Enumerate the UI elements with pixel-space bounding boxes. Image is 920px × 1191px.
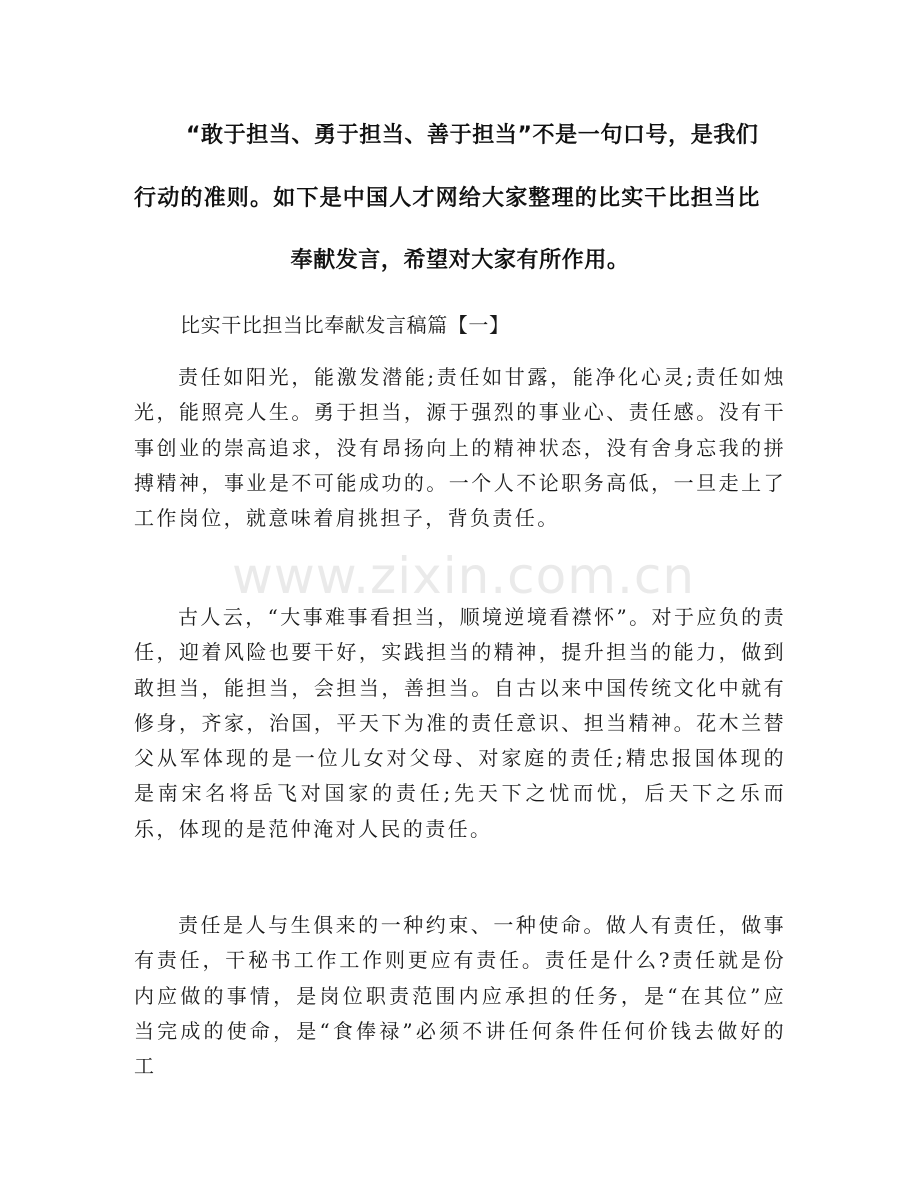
watermark: www.zixin.com.cn bbox=[232, 547, 696, 605]
intro-line-1: “敢于担当、勇于担当、善于担当”不是一句口号，是我们 bbox=[186, 123, 759, 148]
body-paragraph-1: 责任如阳光，能激发潜能;责任如甘露，能净化心灵;责任如烛光，能照亮人生。勇于担当，源于强烈的事业心、责任感。没有干事创业的崇高追求，没有昂扬向上的精神状态，没有舍身忘我的拼搏精神，事业是不可能成功的。一个人不论职务高低，一旦走上了工作岗位，就意味着肩挑担子，背负责任。 bbox=[134, 365, 786, 531]
section-heading: 比实干比担当比奉献发言稿篇【一】 bbox=[180, 313, 510, 337]
intro-line-3: 奉献发言，希望对大家有所作用。 bbox=[290, 248, 630, 273]
intro-line-2: 行动的准则。如下是中国人才网给大家整理的比实干比担当比 bbox=[134, 186, 761, 211]
body-paragraph-3: 责任是人与生俱来的一种约束、一种使命。做人有责任，做事有责任，干秘书工作工作则更应有责任。责任是什么?责任就是份内应做的事情，是岗位职责范围内应承担的任务，是“在其位”应当完成的使命，是“食俸禄”必须不讲任何条件任何价钱去做好的工 bbox=[134, 913, 786, 1079]
body-paragraph-2: 古人云，“大事难事看担当，顺境逆境看襟怀”。对于应负的责任，迎着风险也要干好，实践担当的精神，提升担当的能力，做到敢担当，能担当，会担当，善担当。自古以来中国传统文化中就有修身，齐家，治国，平天下为准的责任意识、担当精神。花木兰替父从军体现的是一位儿女对父母、对家庭的责任;精忠报国体现的是南宋名将岳飞对国家的责任;先天下之忧而忧，后天下之乐而乐，体现的是范仲淹对人民的责任。 bbox=[134, 605, 786, 841]
